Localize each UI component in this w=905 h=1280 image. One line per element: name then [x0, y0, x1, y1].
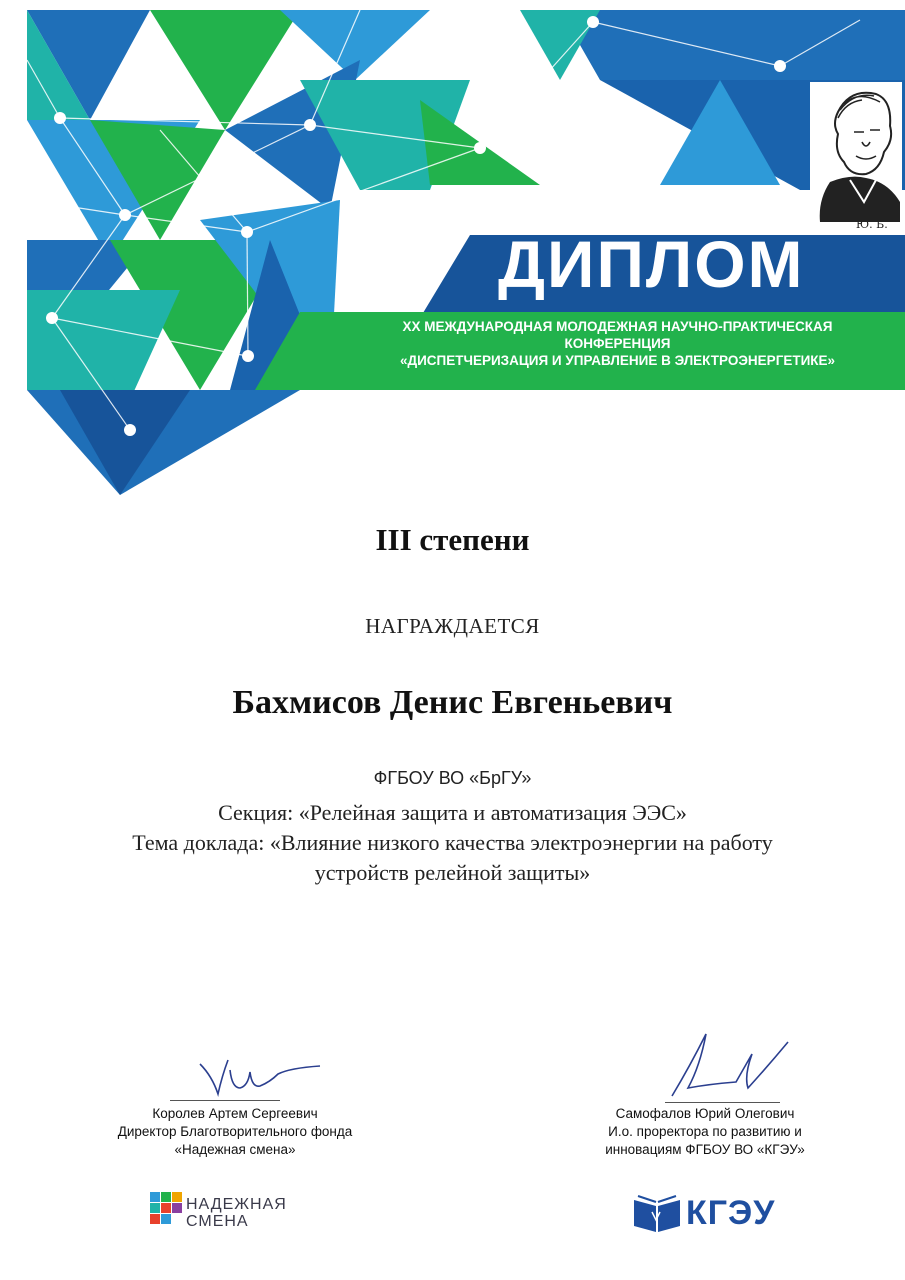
kgeu-logo [632, 1192, 792, 1236]
kgeu-text: КГЭУ [686, 1194, 776, 1232]
recipient-organization: ФГБОУ ВО «БрГУ» [373, 768, 532, 788]
left-signatory-name: Королев Артем Сергеевич [152, 1106, 318, 1121]
left-signature-line [170, 1100, 280, 1101]
left-signatory-position-2: «Надежная смена» [174, 1142, 296, 1157]
book-icon [632, 1192, 682, 1234]
nadezhnaya-smena-line-2: СМЕНА [186, 1213, 249, 1230]
nadezhnaya-smena-line-1: НАДЕЖНАЯ [186, 1196, 287, 1213]
right-signatory-name: Самофалов Юрий Олегович [615, 1106, 795, 1121]
right-signatory-position-1: И.о. проректора по развитию и [608, 1124, 802, 1139]
right-signature [640, 1026, 800, 1106]
right-signatory [540, 1105, 870, 1159]
recipient-name: Бахмисов Денис Евгеньевич [232, 684, 673, 721]
conference-line-1: XX МЕЖДУНАРОДНАЯ МОЛОДЕЖНАЯ НАУЧНО-ПРАКТИЧЕСКАЯ [402, 319, 833, 334]
portrait-sketch [810, 82, 902, 232]
section-line: Секция: «Релейная защита и автоматизация ЭЭС» [218, 800, 687, 825]
awarded-label: НАГРАЖДАЕТСЯ [365, 614, 540, 638]
right-signatory-position-2: инновациям ФГБОУ ВО «КГЭУ» [605, 1142, 805, 1157]
right-signature-line [665, 1102, 780, 1103]
portrait-caption: Ю. Б. [856, 218, 888, 231]
topic-line-1: Тема доклада: «Влияние низкого качества электроэнергии на работу [132, 830, 773, 855]
degree-label: III степени [375, 522, 530, 557]
conference-line-3: «ДИСПЕТЧЕРИЗАЦИЯ И УПРАВЛЕНИЕ В ЭЛЕКТРОЭНЕРГЕТИКЕ» [399, 353, 836, 368]
left-signatory [60, 1105, 410, 1159]
squares-icon [150, 1192, 182, 1226]
header-banner [0, 0, 905, 500]
nadezhnaya-smena-logo [150, 1190, 310, 1230]
diploma-title: ДИПЛОМ [498, 227, 805, 301]
left-signature [170, 1036, 340, 1106]
report-details [0, 798, 905, 888]
topic-line-2: устройств релейной защиты» [314, 860, 591, 885]
conference-line-2: КОНФЕРЕНЦИЯ [564, 336, 671, 351]
conference-title [330, 318, 905, 369]
nadezhnaya-smena-text [186, 1196, 287, 1230]
left-signatory-position-1: Директор Благотворительного фонда [117, 1124, 353, 1139]
